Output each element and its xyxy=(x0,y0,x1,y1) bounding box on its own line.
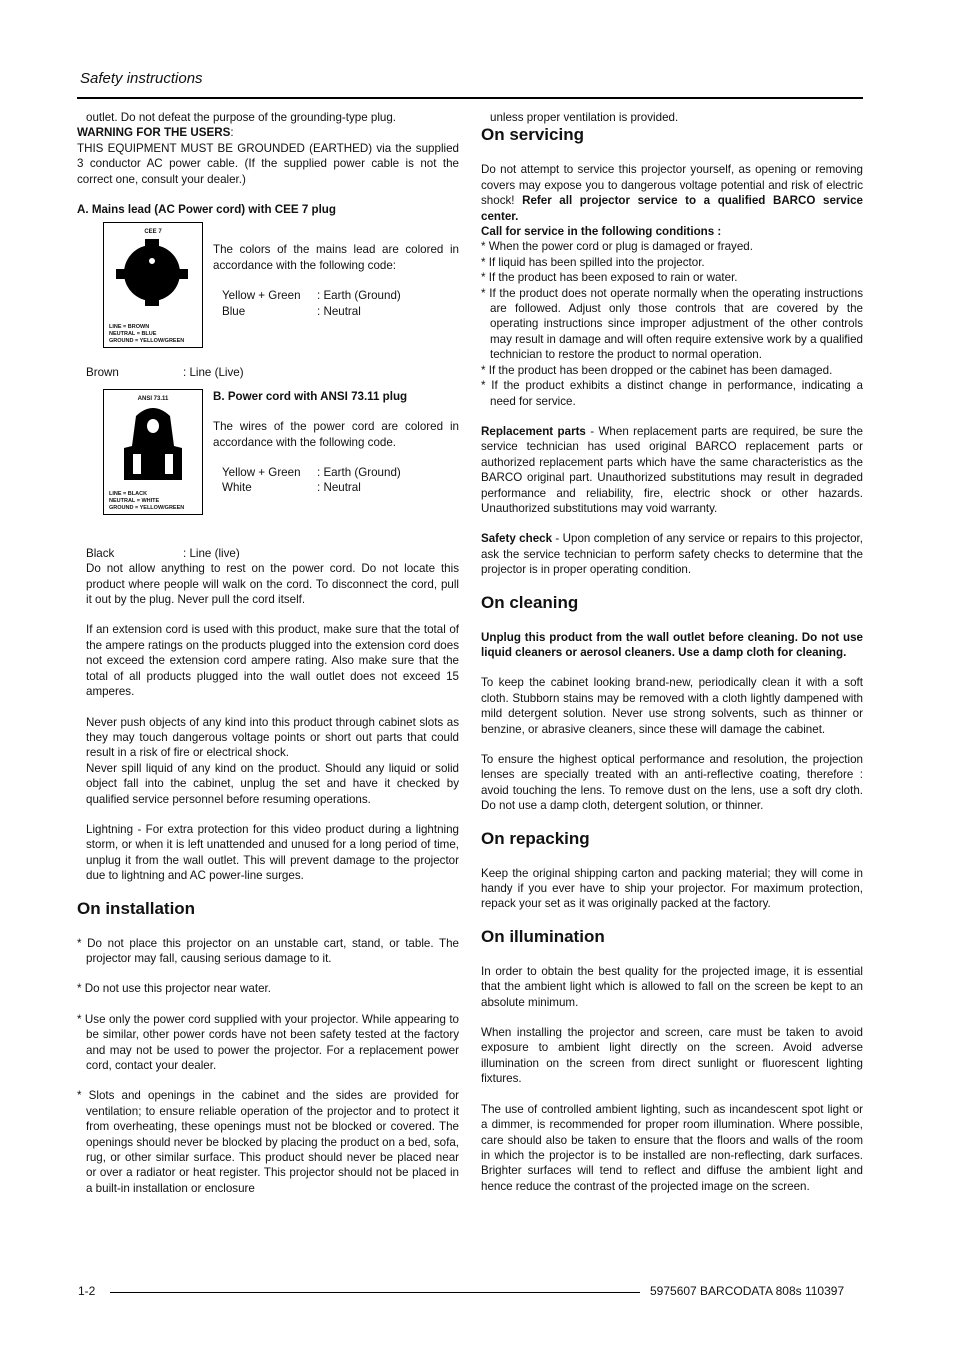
cee7-socket-icon xyxy=(114,235,192,307)
plug-a-code-ground: Yellow + Green : Earth (Ground) xyxy=(222,289,401,303)
paragraph-power-cord: Do not allow anything to rest on the power cord. Do not locate this product where people will walk on the cord. To disconnect the cord, pull it out by the plug. Never pull the cord itself. xyxy=(86,562,459,607)
paragraph-repacking: Keep the original shipping carton and packing material; they will come in handy if you ever have to ship your projector. For maximum protection, repack your set as it was originally packed at the factory. xyxy=(481,866,863,911)
paragraph-illumination-1: In order to obtain the best quality for the projected image, it is essential that the ambient light which is allowed to fall on the screen be kept to an absolute minimum. xyxy=(481,964,863,1009)
cee7-plug-label: CEE 7 xyxy=(144,229,162,236)
cee7-legend: LINE = BROWN NEUTRAL = BLUE GROUND = YELLOW/GREEN xyxy=(109,324,185,345)
footer-rule xyxy=(110,1292,640,1293)
black-line-code: Black : Line (live) xyxy=(86,546,240,560)
paragraph-push-objects: Never push objects of any kind into this product through cabinet slots as they may touch dangerous voltage points or short out parts that could result in a risk of fire or electrical shock. xyxy=(86,715,459,760)
heading-illumination: On illumination xyxy=(481,926,605,946)
heading-servicing: On servicing xyxy=(481,125,584,145)
document-code: 5975607 BARCODATA 808s 110397 xyxy=(650,1284,845,1298)
left-column xyxy=(77,110,459,1196)
heading-installation: On installation xyxy=(77,898,196,918)
paragraph-outlet: outlet. Do not defeat the purpose of the grounding-type plug. xyxy=(86,111,397,124)
paragraph-extension-cord: If an extension cord is used with this product, make sure that the total of the ampere ratings on the products plugged into the extension cord does not exceed the extension cord ampere rating. Also make sure that the total of all products plugged into the wall outlet does not exceed 15 amperes. xyxy=(86,623,459,699)
paragraph-cleaning-cabinet: To keep the cabinet looking brand-new, periodically clean it with a soft cloth. Stubborn stains may be removed with a cloth lightly dampened with mild detergent solution. Never use strong solvents, such as thinner or benzine, or abrasive cleaners, since these will damage the cabinet. xyxy=(481,676,863,736)
ansi-plug-label: ANSI 73.11 xyxy=(137,395,169,402)
section-b-title: B. Power cord with ANSI 73.11 plug xyxy=(213,389,408,403)
service-condition-5: * If the product has been dropped or the cabinet has been damaged. xyxy=(481,363,833,377)
paragraph-replacement-parts: Replacement parts - When replacement parts are required, be sure the service technician has used original BARCO replacement parts or authorized replacement parts which have the same characteristics as the BARCO original part. Unauthorized substitutions may result in degraded performance and reliability, fire, electric shock or other hazards. Unauthorized substitutions may void warranty. xyxy=(481,424,863,515)
plug-b-code-ground: Yellow + Green : Earth (Ground) xyxy=(222,466,401,480)
cee7-plug-diagram xyxy=(103,222,203,348)
servicing-warning: Do not attempt to service this projector yourself, as opening or removing covers may expose you to dangerous voltage potential and risk of electric shock! Refer all projector service to a qualified BARCO service center. xyxy=(481,163,863,223)
paragraph-spill-liquid: Never spill liquid of any kind on the product. Should any liquid or solid object fall into the cabinet, unplug the set and have it checked by qualified service personnel before resuming operations. xyxy=(86,761,459,806)
paragraph-ventilation-cont: unless proper ventilation is provided. xyxy=(490,111,679,124)
warning-text: THIS EQUIPMENT MUST BE GROUNDED (EARTHED) via the supplied 3 conductor AC power cable. (If the supplied power cable is not the correct one, consult your dealer.) xyxy=(77,141,459,186)
install-item-3: * Use only the power cord supplied with your projector. While appearing to be similar, other power cords have not been safety tested at the factory and may not be used to power the projector. For a replacement power cord, contact your dealer. xyxy=(77,1012,459,1072)
paragraph-illumination-3: The use of controlled ambient lighting, such as incandescent spot light or a dimmer, is recommended for proper room illumination. Where possible, care should also be taken to ensure that the floors and walls of the room in which the projector is to be installed are non-reflecting, dark surfaces. Brighter surfaces will tend to reflect and diffuse the ambient light and hence reduce the contrast of the projected image on the screen. xyxy=(481,1102,863,1193)
warning-heading: WARNING FOR THE USERS: xyxy=(77,126,234,140)
heading-cleaning: On cleaning xyxy=(481,592,579,612)
ansi-socket-icon xyxy=(114,402,192,482)
ansi-legend: LINE = BLACK NEUTRAL = WHITE GROUND = YELLOW/GREEN xyxy=(109,490,185,511)
install-item-1: * Do not place this projector on an unstable cart, stand, or table. The projector may fall, causing serious damage to it. xyxy=(77,936,459,965)
paragraph-illumination-2: When installing the projector and screen, care must be taken to avoid exposure to ambient light directly on the screen. Avoid adverse illumination on the screen from direct sunlight or fluorescent lighting fixtures. xyxy=(481,1026,863,1086)
ansi-plug-diagram xyxy=(103,389,203,515)
install-item-2: * Do not use this projector near water. xyxy=(77,982,271,996)
brown-line-code: Brown : Line (Live) xyxy=(86,366,244,380)
header-rule xyxy=(77,97,863,99)
plug-a-text: The colors of the mains lead are colored in accordance with the following code: Yellow + Green : Earth (Ground) Blue : Neutral xyxy=(213,243,459,318)
service-condition-4: * If the product does not operate normally when the operating instructions are followed. Adjust only those controls that are covered by the operating instructions since improper adjustment of the other controls may result in damage and will often require extensive work by a qualified technician to restore the product to normal operation. xyxy=(481,286,863,362)
page-header-title: Safety instructions xyxy=(80,70,203,87)
paragraph-safety-check: Safety check - Upon completion of any service or repairs to this projector, ask the service technician to perform safety checks to determine that the projector is in proper operating condition. xyxy=(481,532,863,577)
right-column xyxy=(481,110,863,1194)
plug-b-block xyxy=(77,381,459,546)
service-condition-6: * If the product exhibits a distinct change in performance, indicating a need for service. xyxy=(481,379,863,408)
plug-b-code-neutral: White : Neutral xyxy=(222,481,361,495)
service-condition-3: * If the product has been exposed to rain or water. xyxy=(481,271,738,285)
paragraph-lightning: Lightning - For extra protection for this video product during a lightning storm, or when it is left unattended and unused for a long period of time, unplug it from the wall outlet. This will prevent damage to the projector due to lightning and AC power-line surges. xyxy=(86,822,459,883)
service-condition-2: * If liquid has been spilled into the projector. xyxy=(481,255,705,269)
heading-repacking: On repacking xyxy=(481,828,590,848)
plug-a-block xyxy=(77,217,459,365)
plug-a-code-neutral: Blue : Neutral xyxy=(222,304,361,318)
cleaning-warning: Unplug this product from the wall outlet before cleaning. Do not use liquid cleaners or aerosol cleaners. Use a damp cloth for cleaning. xyxy=(481,630,863,659)
page-number: 1-2 xyxy=(78,1284,96,1298)
install-item-4: * Slots and openings in the cabinet and the sides are provided for ventilation; to ensure reliable operation of the projector and to protect it from overheating, these openings must not be blocked or covered. The openings should never be blocked by placing the product on a bed, sofa, rug, or other similar surface. This product should never be placed near or over a radiator or heat register. This projector should not be placed in a built-in installation or enclosure xyxy=(77,1089,459,1195)
section-a-title: A. Mains lead (AC Power cord) with CEE 7 plug xyxy=(77,203,336,217)
servicing-call-heading: Call for service in the following conditions : xyxy=(481,225,722,239)
service-condition-1: * When the power cord or plug is damaged or frayed. xyxy=(481,240,753,254)
paragraph-cleaning-lens: To ensure the highest optical performance and resolution, the projection lenses are specially treated with an anti-reflective coating, therefore : avoid touching the lens. To remove dust on the lens, use a soft dry cloth. Do not use a damp cloth, detergent solution, or thinner. xyxy=(481,753,863,813)
plug-b-text: B. Power cord with ANSI 73.11 plug The wires of the power cord are colored in accordance with the following code. Yellow + Green : Earth (Ground) White : Neutral xyxy=(213,389,459,495)
